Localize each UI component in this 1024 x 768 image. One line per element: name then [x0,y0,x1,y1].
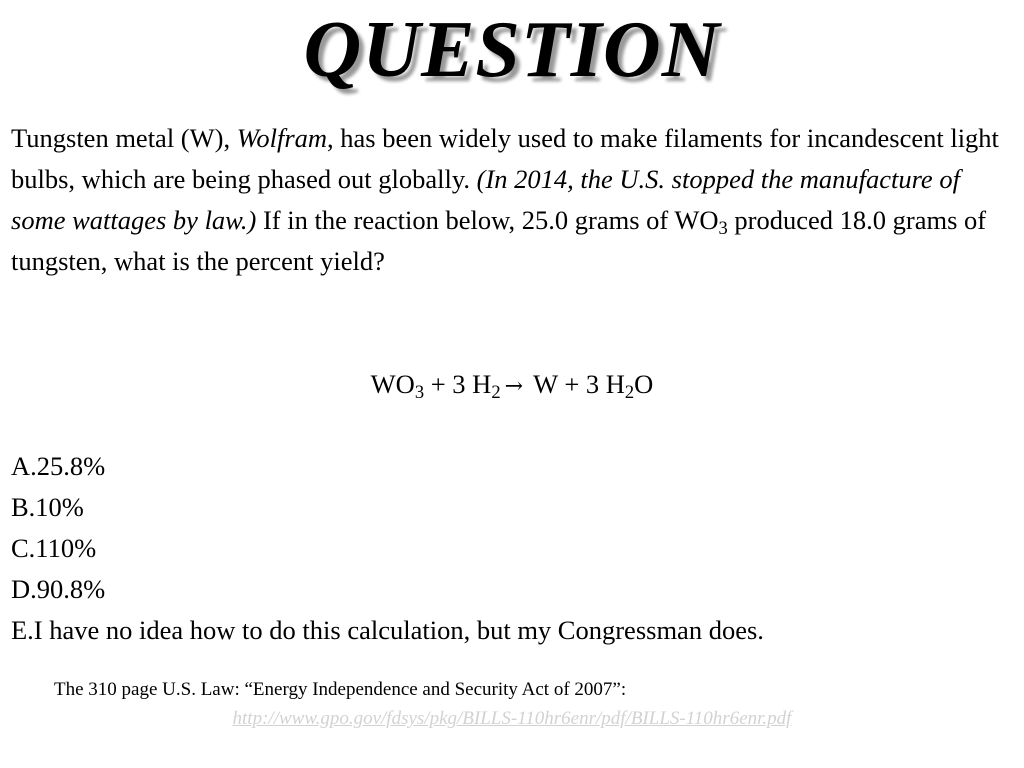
choice-d: D.90.8% [11,574,106,604]
products-text: W + 3 H [527,369,625,399]
reactant-wo-subscript: 3 [414,382,425,404]
footnote-text: The 310 page U.S. Law: “Energy Independence and Security Act of 2007”: [54,679,627,700]
question-part-3: If in the reaction below, 25.0 grams of WO [256,205,719,235]
choice-a: A.25.8% [11,451,106,481]
water-subscript: 2 [624,382,635,404]
reactant-wo: WO [370,369,415,399]
choice-b: B.10% [11,492,84,522]
wolfram-term: Wolfram [236,123,328,153]
hydrogen-subscript: 2 [491,382,501,404]
question-aside: (In 2014, the U.S. stopped the manufacture of some wattages by law.) [11,164,960,235]
question-part-2: , has been widely used to make filaments for incandescent light bulbs, which are being phased out globally. [11,123,999,194]
water-oxygen: O [634,369,654,399]
choice-e: E.I have no idea how to do this calculation, but my Congressman does. [11,615,764,645]
reactant-hydrogen: + 3 H [424,369,492,399]
chemical-equation [0,364,1024,407]
subscript-3: 3 [718,218,728,240]
question-part-4: produced 18.0 grams of tungsten, what is the percent yield? [11,205,987,276]
slide-title: QUESTION [303,6,721,94]
choice-c: C.110% [11,533,97,563]
question-text [11,118,1016,282]
answer-choices [11,446,764,651]
question-part-1: Tungsten metal (W), [11,123,237,153]
reaction-arrow-icon: → [504,374,524,399]
law-link[interactable]: http://www.gpo.gov/fdsys/pkg/BILLS-110hr6enr/pdf/BILLS-110hr6enr.pdf [232,708,792,729]
